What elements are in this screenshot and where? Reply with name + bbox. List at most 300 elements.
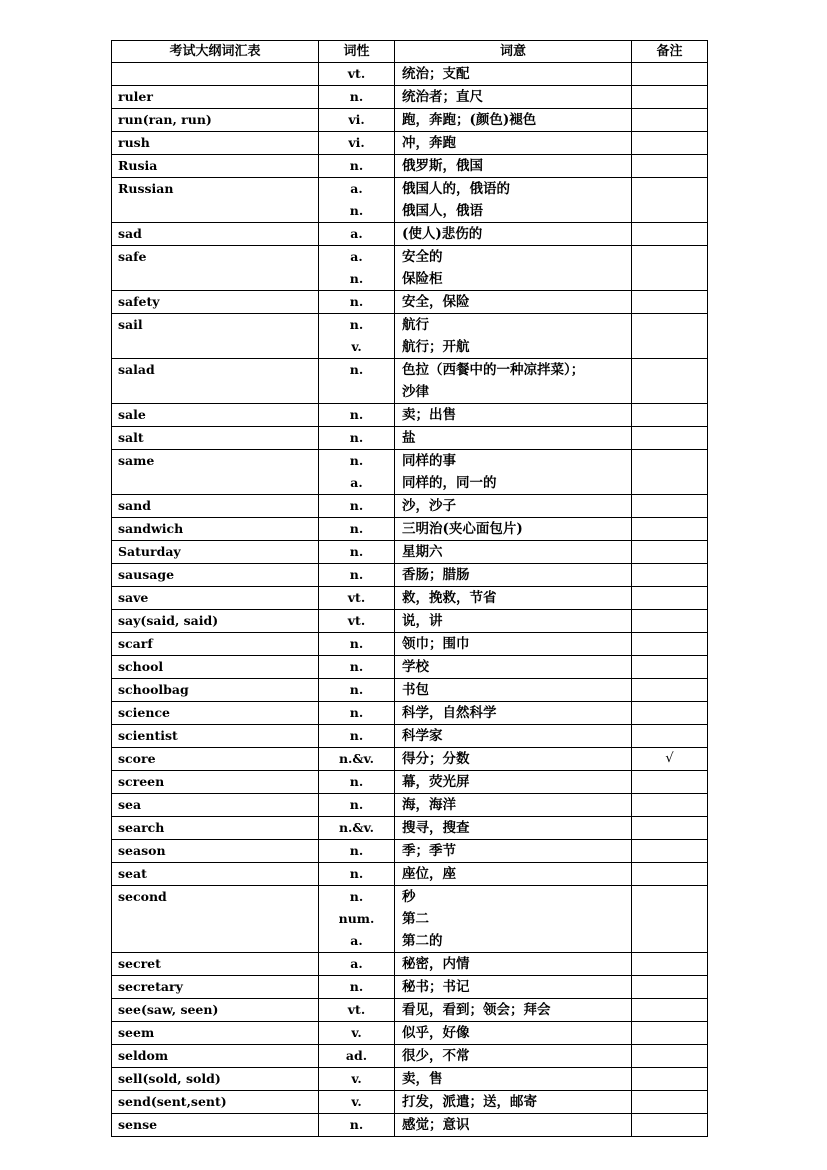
part-of-speech-text: n.: [349, 203, 364, 218]
part-of-speech-text: n.: [349, 498, 364, 513]
part-of-speech-cell: [319, 314, 395, 359]
part-of-speech-cell: [319, 518, 395, 541]
meaning-text: 俄国人，俄语: [402, 203, 483, 219]
part-of-speech-text: n.&v.: [338, 751, 375, 766]
note-cell: [632, 702, 708, 725]
note-text: [632, 291, 707, 313]
note-cell: [632, 886, 708, 953]
note-text: [632, 999, 707, 1021]
table-row: [112, 1068, 708, 1091]
table-row: [112, 725, 708, 748]
note-text: [632, 314, 707, 336]
meaning-text: 卖，售: [402, 1071, 443, 1087]
meaning-cell: [395, 63, 632, 86]
part-of-speech-text: n.: [349, 544, 364, 559]
word-text: season: [118, 843, 166, 858]
part-of-speech-text: vi.: [348, 112, 365, 127]
meaning-cell: [395, 359, 632, 404]
table-row: [112, 132, 708, 155]
part-of-speech-text: n.: [349, 271, 364, 286]
table-row: [112, 404, 708, 427]
part-of-speech-cell: [319, 1045, 395, 1068]
meaning-text: 学校: [402, 659, 429, 675]
meaning-text: 航行；开航: [402, 339, 470, 355]
part-of-speech-cell: [319, 1068, 395, 1091]
part-of-speech-cell: [319, 863, 395, 886]
note-text: [632, 953, 707, 975]
meaning-cell: [395, 541, 632, 564]
note-text: [632, 359, 707, 381]
meaning-cell: [395, 291, 632, 314]
word-cell: [112, 223, 319, 246]
word-text: secret: [118, 956, 161, 971]
note-cell: [632, 725, 708, 748]
note-text: [632, 427, 707, 449]
part-of-speech-text: ad.: [345, 1048, 368, 1063]
note-cell: [632, 999, 708, 1022]
part-of-speech-cell: [319, 817, 395, 840]
part-of-speech-cell: [319, 132, 395, 155]
part-of-speech-cell: [319, 109, 395, 132]
part-of-speech-cell: [319, 1091, 395, 1114]
part-of-speech-text: n.: [349, 362, 364, 377]
word-text: save: [118, 590, 149, 605]
note-text: [632, 86, 707, 108]
word-text: send(sent,sent): [118, 1094, 227, 1109]
table-row: [112, 976, 708, 999]
table-row: [112, 886, 708, 953]
part-of-speech-cell: [319, 246, 395, 291]
word-text: salad: [118, 362, 155, 377]
part-of-speech-cell: [319, 155, 395, 178]
note-text: [632, 246, 707, 268]
word-cell: [112, 1091, 319, 1114]
table-row: [112, 840, 708, 863]
meaning-text: 秒: [402, 889, 416, 905]
note-cell: [632, 794, 708, 817]
note-text: [632, 656, 707, 678]
table-row: [112, 427, 708, 450]
meaning-cell: [395, 518, 632, 541]
part-of-speech-text: n.: [349, 866, 364, 881]
meaning-cell: [395, 132, 632, 155]
note-cell: [632, 404, 708, 427]
word-text: sad: [118, 226, 142, 241]
word-text: search: [118, 820, 165, 835]
note-cell: [632, 587, 708, 610]
part-of-speech-text: n.&v.: [338, 820, 375, 835]
part-of-speech-cell: [319, 564, 395, 587]
word-cell: [112, 404, 319, 427]
meaning-text: 同样的，同一的: [402, 475, 497, 491]
note-cell: [632, 450, 708, 495]
word-cell: [112, 1022, 319, 1045]
word-text: Saturday: [118, 544, 181, 559]
note-text: [632, 495, 707, 517]
note-cell: [632, 427, 708, 450]
meaning-text: 第二: [402, 911, 429, 927]
table-row: [112, 246, 708, 291]
word-text: same: [118, 453, 155, 468]
part-of-speech-cell: [319, 976, 395, 999]
part-of-speech-cell: [319, 953, 395, 976]
word-text: seat: [118, 866, 147, 881]
word-cell: [112, 702, 319, 725]
part-of-speech-text: n.: [349, 1117, 364, 1132]
meaning-text: 统治者；直尺: [402, 89, 483, 105]
meaning-cell: [395, 450, 632, 495]
header-meaning: 词意: [395, 41, 632, 63]
meaning-cell: [395, 314, 632, 359]
table-row: [112, 1091, 708, 1114]
word-text: say(said, said): [118, 613, 219, 628]
table-row: [112, 656, 708, 679]
meaning-cell: [395, 86, 632, 109]
part-of-speech-text: a.: [350, 956, 363, 971]
word-text: Rusia: [118, 158, 158, 173]
word-text: screen: [118, 774, 165, 789]
part-of-speech-text: v.: [351, 1094, 362, 1109]
table-row: [112, 679, 708, 702]
meaning-text: 季；季节: [402, 843, 456, 859]
note-text: [632, 633, 707, 655]
table-row: [112, 1022, 708, 1045]
word-cell: [112, 359, 319, 404]
part-of-speech-text: [319, 381, 394, 403]
part-of-speech-text: a.: [350, 226, 363, 241]
word-text: ruler: [118, 89, 153, 104]
word-cell: [112, 450, 319, 495]
note-cell: [632, 1068, 708, 1091]
part-of-speech-cell: [319, 1114, 395, 1137]
word-text: [118, 63, 318, 85]
note-text: [632, 132, 707, 154]
meaning-cell: [395, 223, 632, 246]
table-row: [112, 953, 708, 976]
part-of-speech-text: n.: [349, 158, 364, 173]
note-cell: [632, 223, 708, 246]
part-of-speech-cell: [319, 63, 395, 86]
part-of-speech-cell: [319, 450, 395, 495]
meaning-text: 秘书；书记: [402, 979, 470, 995]
table-row: [112, 610, 708, 633]
meaning-text: 俄国人的，俄语的: [402, 181, 510, 197]
table-row: [112, 587, 708, 610]
part-of-speech-cell: [319, 771, 395, 794]
part-of-speech-text: n.: [349, 979, 364, 994]
note-cell: [632, 633, 708, 656]
table-row: [112, 63, 708, 86]
part-of-speech-text: n.: [349, 294, 364, 309]
word-text: safe: [118, 249, 147, 264]
word-cell: [112, 314, 319, 359]
note-cell: [632, 291, 708, 314]
table-row: [112, 86, 708, 109]
checkmark-note: √: [665, 751, 674, 766]
table-header-row: [112, 41, 708, 63]
word-text: schoolbag: [118, 682, 189, 697]
note-cell: [632, 1022, 708, 1045]
word-cell: [112, 725, 319, 748]
word-text: science: [118, 705, 171, 720]
word-cell: [112, 794, 319, 817]
table-row: [112, 450, 708, 495]
word-cell: [112, 1068, 319, 1091]
word-cell: [112, 132, 319, 155]
meaning-text: 安全，保险: [402, 294, 470, 310]
part-of-speech-text: v.: [351, 339, 362, 354]
word-cell: [112, 771, 319, 794]
note-text: [632, 886, 707, 908]
word-cell: [112, 863, 319, 886]
header-note: 备注: [632, 41, 708, 63]
part-of-speech-text: vt.: [347, 590, 366, 605]
table-row: [112, 541, 708, 564]
meaning-text: 色拉（西餐中的一种凉拌菜）；: [402, 362, 585, 378]
meaning-text: 座位，座: [402, 866, 456, 882]
note-text: [632, 725, 707, 747]
note-text: [632, 1091, 707, 1113]
meaning-text: 安全的: [402, 249, 443, 265]
note-cell: [632, 1114, 708, 1137]
note-text: [632, 976, 707, 998]
part-of-speech-text: n.: [349, 705, 364, 720]
word-cell: [112, 291, 319, 314]
meaning-cell: [395, 610, 632, 633]
part-of-speech-text: v.: [351, 1025, 362, 1040]
table-row: [112, 1045, 708, 1068]
meaning-text: 航行: [402, 317, 429, 333]
part-of-speech-text: a.: [350, 181, 363, 196]
table-row: [112, 1114, 708, 1137]
part-of-speech-cell: [319, 840, 395, 863]
meaning-text: 俄罗斯，俄国: [402, 158, 483, 174]
part-of-speech-text: n.: [349, 774, 364, 789]
note-text: [632, 178, 707, 200]
word-text: sell(sold, sold): [118, 1071, 221, 1086]
word-text: sail: [118, 317, 143, 332]
note-cell: [632, 1091, 708, 1114]
part-of-speech-cell: [319, 725, 395, 748]
meaning-cell: [395, 1022, 632, 1045]
part-of-speech-text: n.: [349, 521, 364, 536]
part-of-speech-text: a.: [350, 249, 363, 264]
note-cell: [632, 541, 708, 564]
word-text: sale: [118, 407, 146, 422]
meaning-cell: [395, 178, 632, 223]
part-of-speech-text: n.: [349, 317, 364, 332]
part-of-speech-cell: [319, 748, 395, 771]
note-text: [632, 450, 707, 472]
meaning-text: 冲，奔跑: [402, 135, 456, 151]
part-of-speech-cell: [319, 291, 395, 314]
part-of-speech-text: n.: [349, 636, 364, 651]
part-of-speech-text: vt.: [347, 1002, 366, 1017]
part-of-speech-text: a.: [350, 475, 363, 490]
part-of-speech-text: n.: [349, 567, 364, 582]
word-text: sausage: [118, 567, 175, 582]
meaning-cell: [395, 109, 632, 132]
meaning-cell: [395, 246, 632, 291]
note-text: [632, 223, 707, 245]
word-cell: [112, 1114, 319, 1137]
word-text: scarf: [118, 636, 153, 651]
part-of-speech-cell: [319, 427, 395, 450]
meaning-cell: [395, 999, 632, 1022]
word-cell: [112, 109, 319, 132]
meaning-text: 搜寻，搜查: [402, 820, 470, 836]
meaning-cell: [395, 702, 632, 725]
word-text: seem: [118, 1025, 155, 1040]
meaning-cell: [395, 886, 632, 953]
word-text: secretary: [118, 979, 183, 994]
note-text: [632, 1022, 707, 1044]
table-row: [112, 223, 708, 246]
table-row: [112, 817, 708, 840]
part-of-speech-text: vt.: [347, 613, 366, 628]
table-row: [112, 794, 708, 817]
note-cell: [632, 771, 708, 794]
meaning-cell: [395, 817, 632, 840]
part-of-speech-text: vt.: [347, 66, 366, 81]
meaning-text: 保险柜: [402, 271, 443, 287]
meaning-text: 卖；出售: [402, 407, 456, 423]
word-cell: [112, 587, 319, 610]
part-of-speech-text: vi.: [348, 135, 365, 150]
word-cell: [112, 976, 319, 999]
note-cell: [632, 564, 708, 587]
meaning-cell: [395, 725, 632, 748]
part-of-speech-cell: [319, 794, 395, 817]
meaning-cell: [395, 495, 632, 518]
meaning-text: 书包: [402, 682, 429, 698]
part-of-speech-text: n.: [349, 430, 364, 445]
note-text: [632, 610, 707, 632]
word-cell: [112, 840, 319, 863]
table-row: [112, 109, 708, 132]
meaning-cell: [395, 1045, 632, 1068]
word-text: rush: [118, 135, 150, 150]
word-cell: [112, 748, 319, 771]
meaning-text: 打发，派遣；送，邮寄: [402, 1094, 537, 1110]
part-of-speech-text: n.: [349, 682, 364, 697]
meaning-text: 香肠；腊肠: [402, 567, 470, 583]
note-cell: [632, 109, 708, 132]
table-row: [112, 748, 708, 771]
part-of-speech-text: n.: [349, 89, 364, 104]
meaning-text: 跑，奔跑；(颜色)褪色: [402, 112, 537, 128]
meaning-text: 说，讲: [402, 613, 443, 629]
part-of-speech-cell: [319, 679, 395, 702]
word-text: run(ran, run): [118, 112, 212, 127]
meaning-cell: [395, 863, 632, 886]
note-text: [632, 1114, 707, 1136]
note-cell: [632, 679, 708, 702]
word-text: sand: [118, 498, 151, 513]
word-cell: [112, 886, 319, 953]
note-cell: [632, 840, 708, 863]
part-of-speech-cell: [319, 999, 395, 1022]
part-of-speech-text: n.: [349, 659, 364, 674]
table-row: [112, 702, 708, 725]
note-cell: [632, 359, 708, 404]
word-text: school: [118, 659, 164, 674]
note-text: [632, 1068, 707, 1090]
word-cell: [112, 155, 319, 178]
part-of-speech-text: n.: [349, 889, 364, 904]
meaning-text: 同样的事: [402, 453, 456, 469]
part-of-speech-text: a.: [350, 933, 363, 948]
note-text: [632, 564, 707, 586]
part-of-speech-text: num.: [338, 911, 375, 926]
note-cell: [632, 155, 708, 178]
table-row: [112, 314, 708, 359]
meaning-text: 感觉；意识: [402, 1117, 470, 1133]
word-cell: [112, 610, 319, 633]
meaning-cell: [395, 1114, 632, 1137]
part-of-speech-cell: [319, 541, 395, 564]
word-text: score: [118, 751, 156, 766]
meaning-cell: [395, 404, 632, 427]
meaning-cell: [395, 953, 632, 976]
part-of-speech-cell: [319, 223, 395, 246]
part-of-speech-cell: [319, 1022, 395, 1045]
header-word: 考试大纲词汇表: [112, 41, 319, 63]
meaning-text: 科学家: [402, 728, 443, 744]
note-text: [632, 702, 707, 724]
meaning-cell: [395, 656, 632, 679]
part-of-speech-text: n.: [349, 728, 364, 743]
part-of-speech-cell: [319, 610, 395, 633]
meaning-text: 三明治(夹心面包片): [402, 521, 523, 537]
part-of-speech-text: n.: [349, 407, 364, 422]
word-cell: [112, 953, 319, 976]
part-of-speech-cell: [319, 495, 395, 518]
part-of-speech-cell: [319, 886, 395, 953]
word-cell: [112, 427, 319, 450]
meaning-text: 救，挽救，节省: [402, 590, 497, 606]
part-of-speech-cell: [319, 587, 395, 610]
word-text: sense: [118, 1117, 158, 1132]
word-cell: [112, 63, 319, 86]
note-cell: [632, 1045, 708, 1068]
meaning-cell: [395, 587, 632, 610]
meaning-cell: [395, 771, 632, 794]
word-cell: [112, 564, 319, 587]
meaning-text: 沙，沙子: [402, 498, 456, 514]
word-cell: [112, 178, 319, 223]
word-cell: [112, 656, 319, 679]
note-cell: [632, 246, 708, 291]
note-text: [632, 541, 707, 563]
note-cell: [632, 656, 708, 679]
meaning-cell: [395, 1091, 632, 1114]
table-row: [112, 178, 708, 223]
table-row: [112, 359, 708, 404]
meaning-text: 盐: [402, 430, 416, 446]
part-of-speech-cell: [319, 359, 395, 404]
note-text: [632, 1045, 707, 1067]
meaning-text: 秘密，内情: [402, 956, 470, 972]
note-cell: [632, 518, 708, 541]
word-text: Russian: [118, 181, 174, 196]
word-cell: [112, 246, 319, 291]
meaning-text: 很少，不常: [402, 1048, 470, 1064]
note-text: [632, 587, 707, 609]
meaning-cell: [395, 633, 632, 656]
meaning-text: 领巾；围巾: [402, 636, 470, 652]
part-of-speech-cell: [319, 86, 395, 109]
